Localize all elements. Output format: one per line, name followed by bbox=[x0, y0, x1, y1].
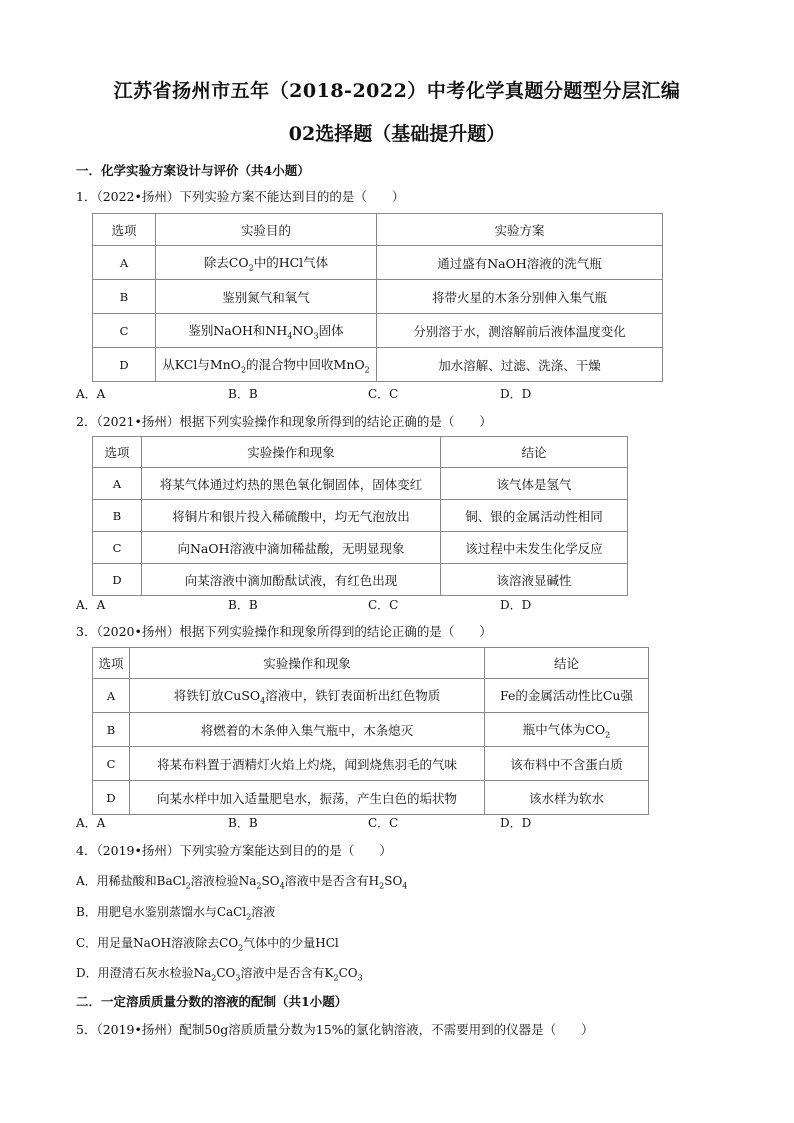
table-cell: 向NaOH溶液中滴加稀盐酸，无明显现象 bbox=[142, 532, 441, 564]
choice-c: C．C bbox=[368, 816, 399, 830]
choice-d: D．D bbox=[500, 387, 532, 401]
table-header-cell: 实验操作和现象 bbox=[142, 437, 441, 468]
table-header-cell: 选项 bbox=[93, 648, 130, 679]
table-row bbox=[93, 500, 628, 532]
table-cell: 将某气体通过灼热的黑色氧化铜固体，固体变红 bbox=[142, 468, 441, 500]
table-cell: 除去$CO_2$中的HCl气体 bbox=[156, 246, 377, 280]
answer-choices bbox=[76, 596, 676, 612]
question-4-stem: 4．（2019•扬州）下列实验方案能达到目的的是（ ） bbox=[76, 843, 392, 858]
option-label: D bbox=[93, 564, 142, 596]
table-cell: 该溶液显碱性 bbox=[441, 564, 628, 596]
table-row bbox=[93, 314, 663, 348]
choice-d: D．D bbox=[500, 598, 532, 612]
choice-b: B．B bbox=[228, 598, 258, 612]
table-cell: 从KCl与MnO$_2$的混合物中回收MnO$_2$ bbox=[156, 348, 377, 382]
table-cell: 该过程中未发生化学反应 bbox=[441, 532, 628, 564]
answer-choices bbox=[76, 385, 676, 401]
option-label: A bbox=[93, 468, 142, 500]
option-label: C bbox=[93, 747, 130, 781]
choice-b: B．B bbox=[228, 387, 258, 401]
table-row bbox=[93, 747, 649, 781]
table-row bbox=[93, 532, 628, 564]
table-cell: 鉴别氮气和氧气 bbox=[156, 280, 377, 314]
option-label: C bbox=[93, 314, 156, 348]
section-heading: 二．一定溶质质量分数的溶液的配制（共1小题） bbox=[76, 994, 348, 1009]
table-cell: 向某溶液中滴加酚酞试液，有红色出现 bbox=[142, 564, 441, 596]
table-header-cell: 实验目的 bbox=[156, 214, 377, 246]
answer-choices bbox=[76, 814, 676, 830]
table-cell: 将铁钉放CuSO$_4$溶液中，铁钉表面析出红色物质 bbox=[130, 679, 485, 713]
question-1-stem: 1．（2022•扬州）下列实验方案不能达到目的的是（ ） bbox=[76, 189, 405, 204]
option-d: D．用澄清石灰水检验$Na_2CO_3$溶液中是否含有$K_2CO_3$ bbox=[76, 966, 363, 983]
table-header-cell: 实验方案 bbox=[377, 214, 663, 246]
option-label: A bbox=[93, 246, 156, 280]
table-cell: 分别溶于水，测溶解前后液体温度变化 bbox=[377, 314, 663, 348]
choice-a: A．A bbox=[76, 387, 106, 401]
table-cell: 将铜片和银片投入稀硫酸中，均无气泡放出 bbox=[142, 500, 441, 532]
table-row bbox=[93, 468, 628, 500]
table-cell: 加水溶解、过滤、洗涤、干燥 bbox=[377, 348, 663, 382]
table-header-row bbox=[93, 214, 663, 246]
option-b: B．用肥皂水鉴别蒸馏水与CaCl$_2$溶液 bbox=[76, 905, 276, 922]
choice-d: D．D bbox=[500, 816, 532, 830]
question-3-stem: 3．（2020•扬州）根据下列实验操作和现象所得到的结论正确的是（ ） bbox=[76, 624, 492, 639]
choice-c: C．C bbox=[368, 387, 399, 401]
table-row bbox=[93, 713, 649, 747]
option-a: A．用稀盐酸和BaCl$_2$溶液检验$Na_2SO_4$溶液中是否含有$H_2SO_4$ bbox=[76, 874, 408, 891]
choice-c: C．C bbox=[368, 598, 399, 612]
table-cell: Fe的金属活动性比Cu强 bbox=[485, 679, 649, 713]
table-header-cell: 实验操作和现象 bbox=[130, 648, 485, 679]
table-row bbox=[93, 564, 628, 596]
option-label: B bbox=[93, 500, 142, 532]
option-label: D bbox=[93, 781, 130, 815]
option-label: B bbox=[93, 280, 156, 314]
table-header-cell: 结论 bbox=[441, 437, 628, 468]
table-header-cell: 结论 bbox=[485, 648, 649, 679]
table-row bbox=[93, 781, 649, 815]
table-cell: 向某水样中加入适量肥皂水，振荡，产生白色的垢状物 bbox=[130, 781, 485, 815]
option-label: C bbox=[93, 532, 142, 564]
table-cell: 鉴别NaOH和$NH_4NO_3$固体 bbox=[156, 314, 377, 348]
page-title: 江苏省扬州市五年（2018-2022）中考化学真题分题型分层汇编 bbox=[113, 80, 681, 102]
option-c: C．用足量NaOH溶液除去$CO_2$气体中的少量HCl bbox=[76, 936, 339, 953]
table-row bbox=[93, 246, 663, 280]
table-cell: 该气体是氢气 bbox=[441, 468, 628, 500]
table-header-cell: 选项 bbox=[93, 214, 156, 246]
option-label: A bbox=[93, 679, 130, 713]
choice-a: A．A bbox=[76, 598, 106, 612]
table-header-row bbox=[93, 437, 628, 468]
question-2-table bbox=[92, 436, 628, 596]
table-cell: 通过盛有NaOH溶液的洗气瓶 bbox=[377, 246, 663, 280]
option-label: B bbox=[93, 713, 130, 747]
table-cell: 将带火星的木条分别伸入集气瓶 bbox=[377, 280, 663, 314]
table-row bbox=[93, 280, 663, 314]
table-cell: 铜、银的金属活动性相同 bbox=[441, 500, 628, 532]
table-cell: 该布料中不含蛋白质 bbox=[485, 747, 649, 781]
table-cell: 将燃着的木条伸入集气瓶中，木条熄灭 bbox=[130, 713, 485, 747]
table-cell: 将某布料置于酒精灯火焰上灼烧，闻到烧焦羽毛的气味 bbox=[130, 747, 485, 781]
table-cell: 瓶中气体为$CO_2$ bbox=[485, 713, 649, 747]
option-label: D bbox=[93, 348, 156, 382]
choice-b: B．B bbox=[228, 816, 258, 830]
question-3-table bbox=[92, 647, 649, 815]
choice-a: A．A bbox=[76, 816, 106, 830]
question-1-table bbox=[92, 213, 663, 382]
page-subtitle: 02选择题（基础提升题） bbox=[288, 123, 506, 145]
question-2-stem: 2．（2021•扬州）根据下列实验操作和现象所得到的结论正确的是（ ） bbox=[76, 414, 492, 429]
question-5-stem: 5．（2019•扬州）配制50g溶质质量分数为15%的氯化钠溶液，不需要用到的仪器是（ ） bbox=[76, 1022, 594, 1037]
table-row bbox=[93, 348, 663, 382]
table-header-cell: 选项 bbox=[93, 437, 142, 468]
table-cell: 该水样为软水 bbox=[485, 781, 649, 815]
section-heading: 一．化学实验方案设计与评价（共4小题） bbox=[76, 163, 310, 178]
table-header-row bbox=[93, 648, 649, 679]
table-row bbox=[93, 679, 649, 713]
